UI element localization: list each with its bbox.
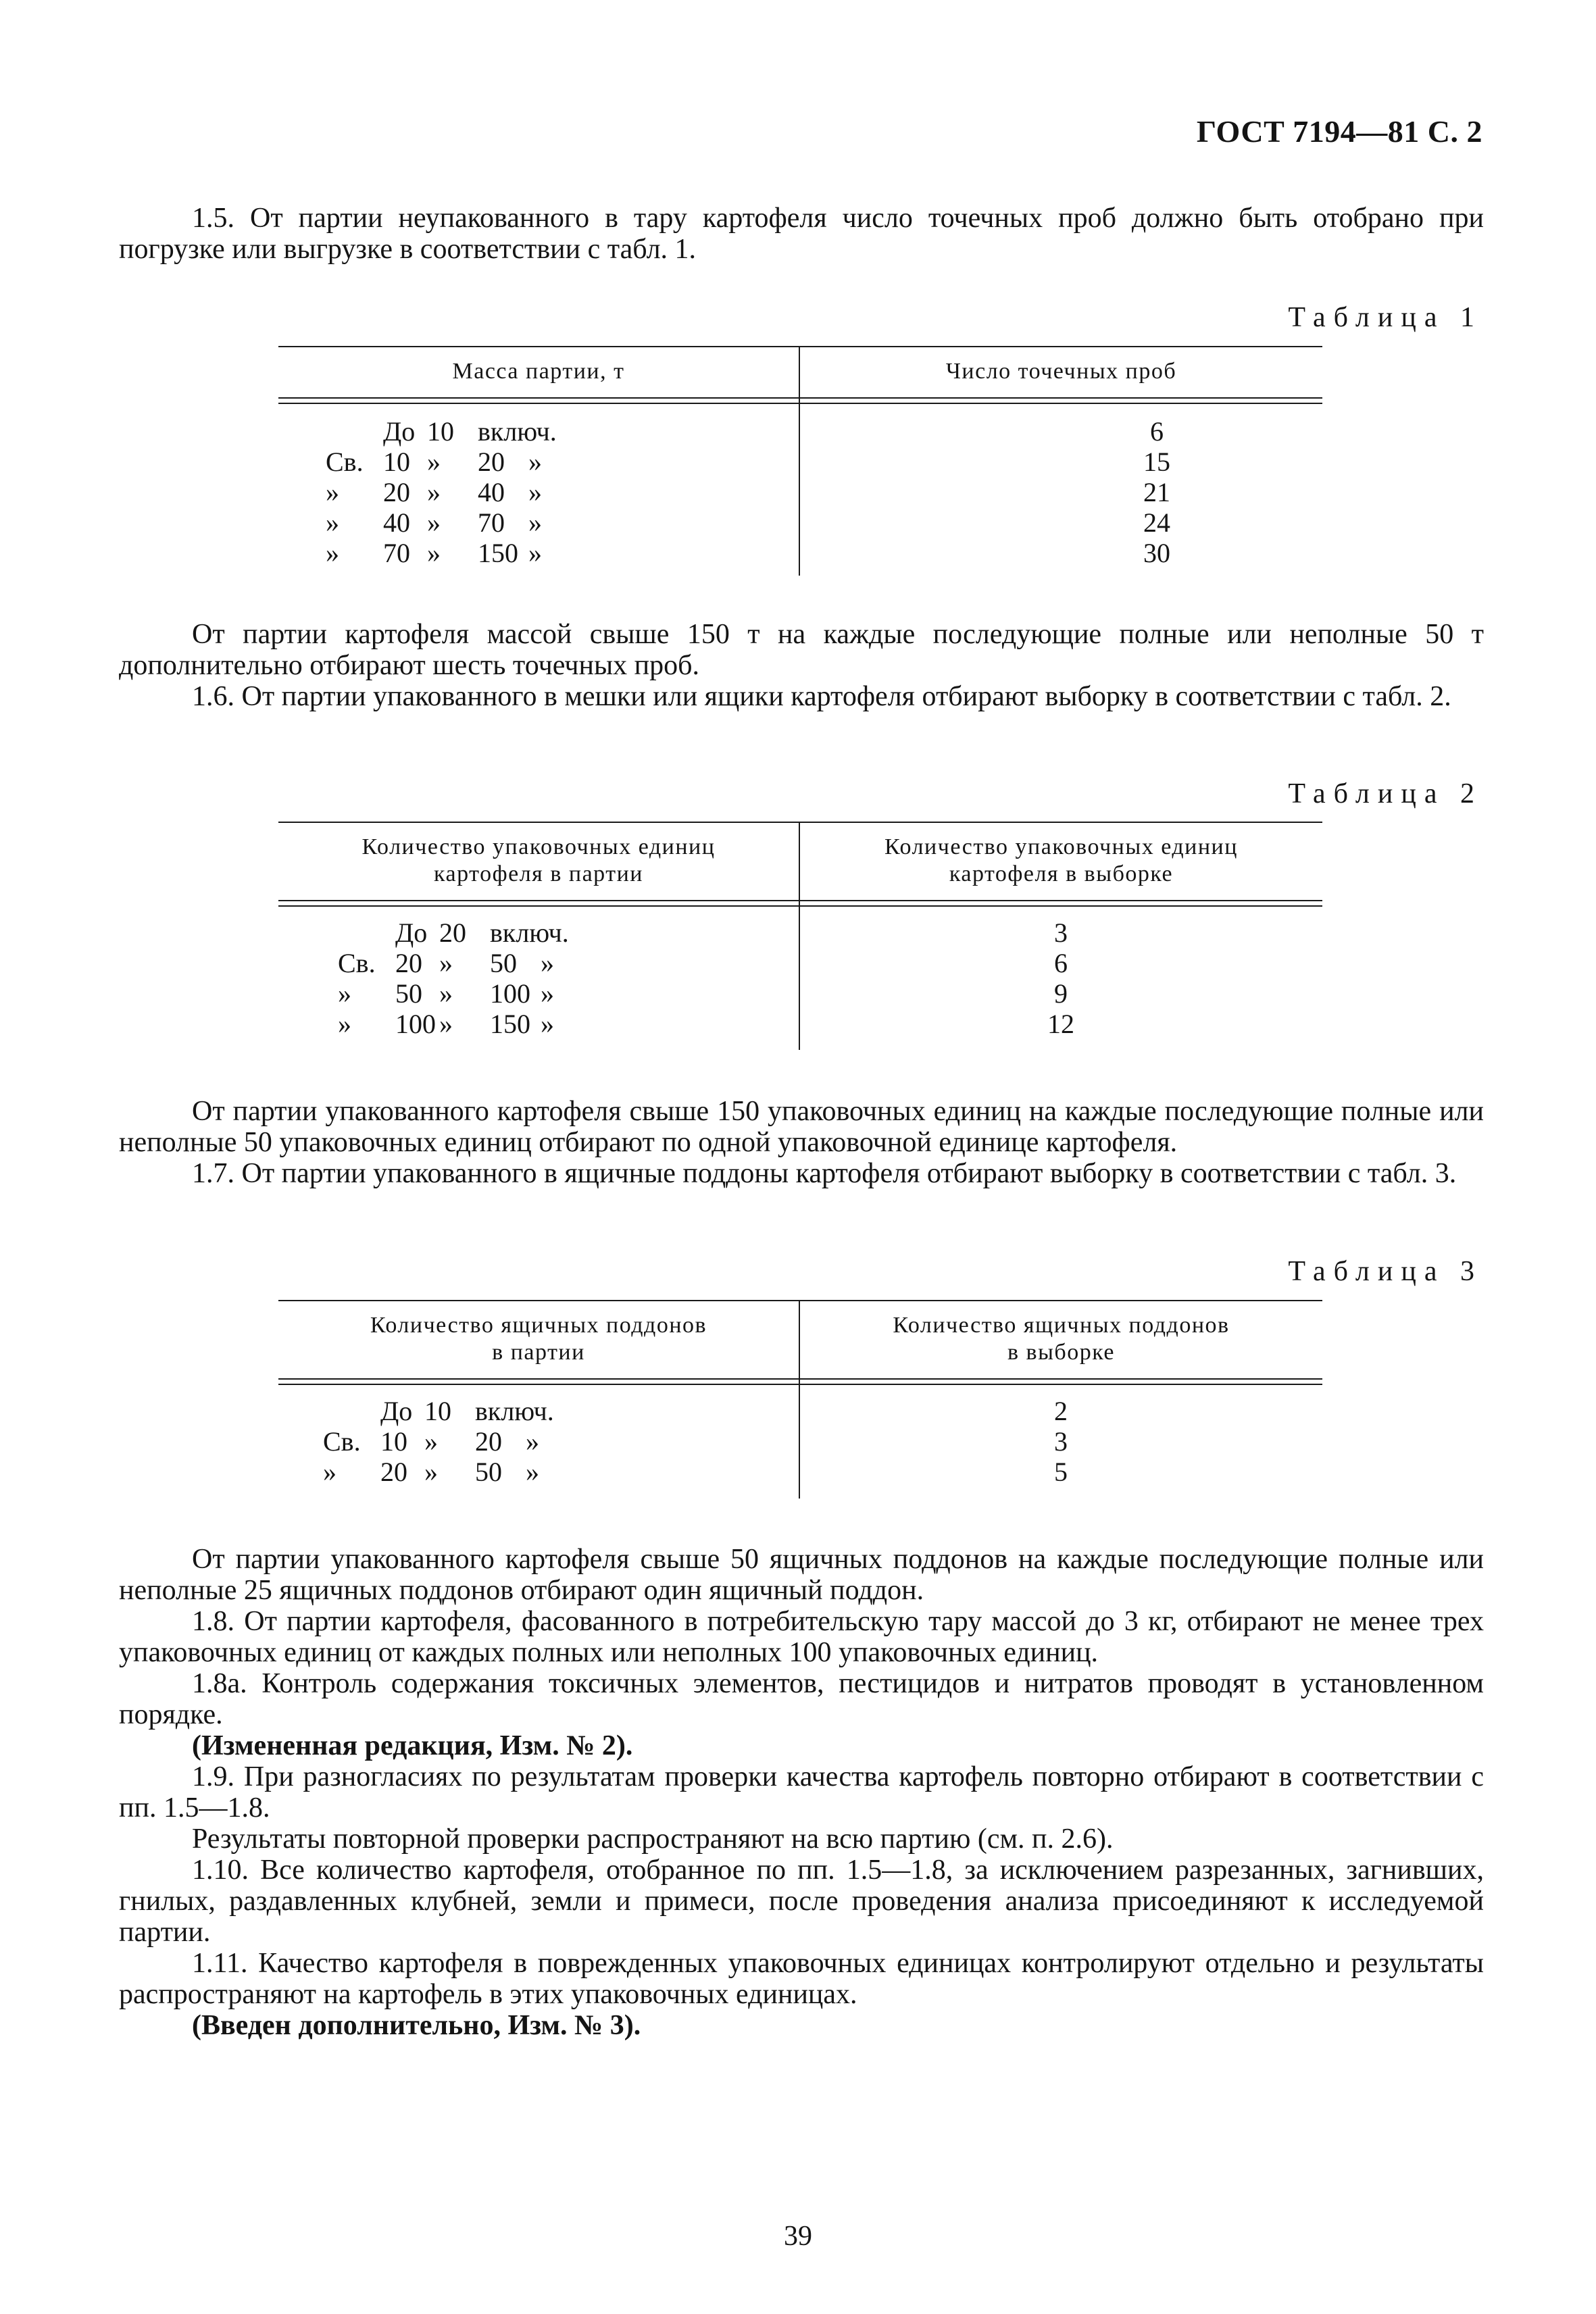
range-token: 10 [383, 447, 410, 477]
range-token: 20 [475, 1426, 502, 1457]
header-line: Количество ящичных поддонов [893, 1313, 1230, 1338]
paragraph: 1.8. От партии картофеля, фасованного в потребительскую тару массой до 3 кг, отбирают не менее трех упаковочных единиц от каждых полных или неполных 100 упаковочных единиц. [119, 1606, 1484, 1668]
range-token: 50 [475, 1457, 502, 1487]
table-cell-value: 6 [1150, 416, 1164, 447]
range-token: » [424, 1426, 438, 1457]
table-cell-value: 15 [1143, 447, 1170, 477]
header-line: Количество ящичных поддонов [370, 1313, 707, 1338]
table-cell-value: 12 [1047, 1009, 1074, 1039]
paragraph: От партии картофеля массой свыше 150 т на каждые последующие полные или неполные 50 т дополнительно отбирают шесть точечных проб. [119, 619, 1484, 681]
table-caption: Таблица 2 [1288, 778, 1482, 809]
table-header-samples [800, 346, 1322, 397]
range-token: » [528, 507, 542, 538]
paragraph: От партии упакованного картофеля свыше 50 ящичных поддонов на каждые последующие полные или неполные 25 ящичных поддонов отбирают один ящичный поддон. [119, 1544, 1484, 1606]
range-token: включ. [475, 1396, 554, 1426]
range-token: » [541, 948, 554, 978]
table-header-units-in-lot [278, 822, 799, 900]
paragraph: 1.8а. Контроль содержания токсичных элементов, пестицидов и нитратов проводят в установленном порядке. [119, 1668, 1484, 1730]
range-token: 70 [383, 538, 410, 568]
table-header-units-in-sample [800, 822, 1322, 900]
table-3 [278, 1300, 1322, 1499]
range-token: включ. [478, 416, 557, 447]
running-header: ГОСТ 7194—81 С. 2 [1196, 114, 1482, 149]
range-token: » [427, 538, 441, 568]
range-token: 20 [439, 917, 466, 948]
table-cell-value: 5 [1054, 1457, 1068, 1487]
range-token: » [323, 1457, 336, 1487]
range-token: » [326, 538, 339, 568]
range-token: » [439, 948, 453, 978]
range-token: » [439, 1009, 453, 1039]
range-token: » [427, 447, 441, 477]
table-cell-value: 21 [1143, 477, 1170, 507]
range-token: » [526, 1457, 539, 1487]
table-cell-value: 2 [1054, 1396, 1068, 1426]
range-token: » [424, 1457, 438, 1487]
table-header-rule [278, 397, 1322, 404]
range-token: » [541, 978, 554, 1009]
range-token: » [541, 1009, 554, 1039]
header-line: Количество упаковочных единиц [884, 834, 1238, 859]
range-token: 150 [490, 1009, 530, 1039]
range-token: Св. [323, 1426, 361, 1457]
text-section-2 [119, 619, 1484, 712]
range-token: 20 [395, 948, 422, 978]
table-header-rule [278, 900, 1322, 907]
range-token: 70 [478, 507, 505, 538]
header-line: картофеля в партии [434, 861, 643, 886]
header-line: Масса партии, т [452, 359, 625, 384]
range-token: » [326, 507, 339, 538]
range-token: » [528, 538, 542, 568]
range-token: » [528, 447, 542, 477]
paragraph: От партии упакованного картофеля свыше 150 упаковочных единиц на каждые последующие полные или неполные 50 упаковочных единиц отбирают по одной упаковочной единице картофеля. [119, 1096, 1484, 1158]
range-token: » [338, 1009, 351, 1039]
range-token: Св. [338, 948, 376, 978]
range-token: 20 [478, 447, 505, 477]
amendment-note: (Введен дополнительно, Изм. № 3). [192, 2010, 641, 2041]
range-token: До [380, 1396, 413, 1426]
range-token: Св. [326, 447, 364, 477]
table-cell-value: 9 [1054, 978, 1068, 1009]
range-token: » [439, 978, 453, 1009]
range-token: » [338, 978, 351, 1009]
table-1 [278, 346, 1322, 576]
amendment-note: (Измененная редакция, Изм. № 2). [192, 1730, 633, 1761]
range-token: 20 [380, 1457, 407, 1487]
paragraph: 1.6. От партии упакованного в мешки или ящики картофеля отбирают выборку в соответствии с табл. 2. [192, 681, 1451, 712]
table-header-mass [278, 346, 799, 397]
table-header-pallets-in-sample [800, 1300, 1322, 1378]
range-token: включ. [490, 917, 569, 948]
range-token: 10 [380, 1426, 407, 1457]
range-token: 100 [395, 1009, 436, 1039]
paragraph: 1.5. От партии неупакованного в тару картофеля число точечных проб должно быть отобрано при погрузке или выгрузке в соответствии с табл. 1. [119, 203, 1484, 265]
paragraph: Результаты повторной проверки распространяют на всю партию (см. п. 2.6). [192, 1823, 1114, 1855]
paragraph: 1.11. Качество картофеля в поврежденных упаковочных единицах контролируют отдельно и результаты распространяют на картофель в этих упаковочных единицах. [119, 1948, 1484, 2010]
range-token: » [526, 1426, 539, 1457]
table-2 [278, 822, 1322, 1050]
header-line: Количество упаковочных единиц [361, 834, 716, 859]
header-line: в выборке [1007, 1340, 1115, 1365]
range-token: 20 [383, 477, 410, 507]
header-line: в партии [492, 1340, 585, 1365]
table-header-rule [278, 1378, 1322, 1385]
table-cell-value: 3 [1054, 1426, 1068, 1457]
range-token: 100 [490, 978, 530, 1009]
range-token: » [427, 507, 441, 538]
table-cell-value: 6 [1054, 948, 1068, 978]
header-line: Число точечных проб [945, 359, 1177, 384]
table-caption: Таблица 3 [1288, 1256, 1482, 1287]
text-section-3 [119, 1096, 1484, 1189]
page-number: 39 [784, 2221, 812, 2252]
range-token: 40 [478, 477, 505, 507]
range-token: До [395, 917, 428, 948]
paragraph: 1.10. Все количество картофеля, отобранное по пп. 1.5—1.8, за исключением разрезанных, загнивших, гнилых, раздавленных клубней, земли и примеси, после проведения анализа присоединяют к исследуемой партии. [119, 1855, 1484, 1948]
range-token: 40 [383, 507, 410, 538]
range-token: 50 [395, 978, 422, 1009]
range-token: » [326, 477, 339, 507]
range-token: 10 [424, 1396, 451, 1426]
range-token: 150 [478, 538, 518, 568]
paragraph: 1.7. От партии упакованного в ящичные поддоны картофеля отбирают выборку в соответствии с табл. 3. [192, 1158, 1457, 1189]
text-section-4 [119, 1544, 1484, 2041]
range-token: » [427, 477, 441, 507]
table-cell-value: 3 [1054, 917, 1068, 948]
table-cell-value: 30 [1143, 538, 1170, 568]
range-token: » [528, 477, 542, 507]
table-cell-value: 24 [1143, 507, 1170, 538]
text-section-1 [119, 203, 1484, 265]
header-line: картофеля в выборке [949, 861, 1174, 886]
range-token: 10 [427, 416, 454, 447]
table-caption: Таблица 1 [1288, 302, 1482, 333]
paragraph: 1.9. При разногласиях по результатам проверки качества картофель повторно отбирают в соответствии с пп. 1.5—1.8. [119, 1761, 1484, 1823]
range-token: До [383, 416, 416, 447]
range-token: 50 [490, 948, 517, 978]
table-header-pallets-in-lot [278, 1300, 799, 1378]
